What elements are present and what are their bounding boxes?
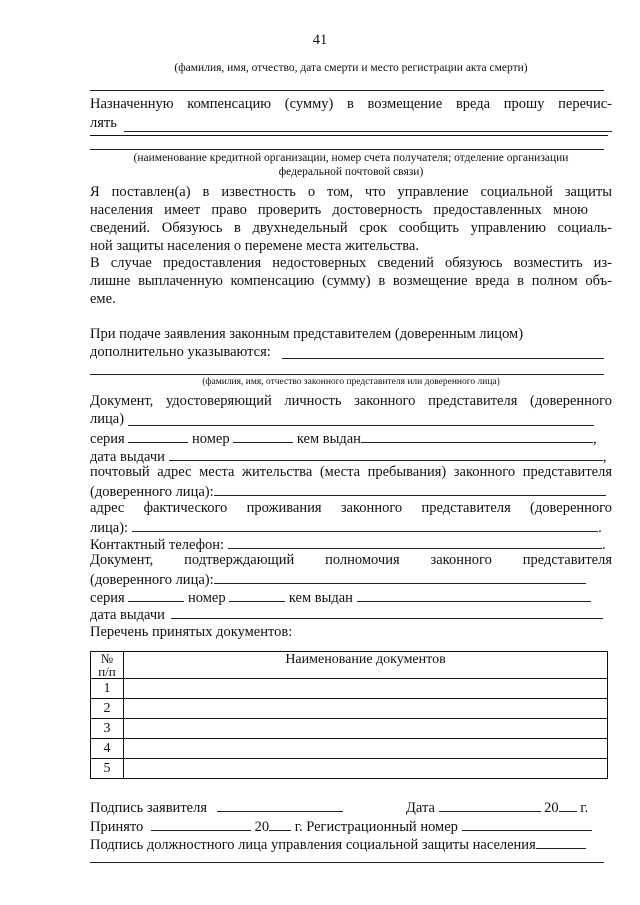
period-text: . bbox=[598, 520, 602, 536]
applicant-signature-row bbox=[90, 797, 343, 818]
document-name-cell[interactable] bbox=[124, 719, 608, 739]
official-signature-row bbox=[90, 834, 586, 855]
row-number: 2 bbox=[91, 699, 124, 719]
actual-line2-text: лица): bbox=[90, 520, 129, 536]
num-header bbox=[91, 652, 124, 679]
document-name-cell[interactable] bbox=[124, 759, 608, 779]
row-number: 3 bbox=[91, 719, 124, 739]
issue-date-field[interactable] bbox=[169, 446, 603, 461]
date-label: Дата bbox=[406, 800, 435, 816]
docs-list-label: Перечень принятых документов: bbox=[90, 624, 293, 640]
bank-field-line-2[interactable] bbox=[90, 149, 604, 150]
caption-bank-line2: федеральной почтовой связи) bbox=[278, 166, 424, 178]
number-field[interactable] bbox=[233, 428, 293, 443]
accepted-label: Принято bbox=[90, 819, 144, 835]
actual-address-field[interactable] bbox=[132, 517, 598, 532]
period-text: . bbox=[602, 537, 606, 553]
paragraph1-line4: ной защиты населения о перемене места жительства. bbox=[90, 238, 419, 254]
caption-deceased: (фамилия, имя, отчество, дата смерти и место регистрации акта смерти) bbox=[174, 62, 528, 74]
paragraph2-line2: лишне выплаченную компенсацию (сумму) в возмещение вреда в полном объ- bbox=[90, 273, 612, 289]
representative-field-line[interactable] bbox=[282, 358, 604, 359]
series-label: серия bbox=[90, 590, 125, 606]
date-row bbox=[406, 797, 588, 818]
applicant-signature-label: Подпись заявителя bbox=[90, 800, 207, 816]
issued-by-label: кем выдан bbox=[296, 431, 361, 447]
date-field[interactable] bbox=[439, 797, 541, 812]
divider-line bbox=[90, 135, 608, 136]
series-field-2[interactable] bbox=[128, 587, 184, 602]
registration-label: г. Регистрационный номер bbox=[294, 819, 458, 835]
divider-line bbox=[90, 90, 604, 91]
issue-date-label: дата выдачи bbox=[90, 607, 165, 623]
phone-field[interactable] bbox=[228, 534, 602, 549]
applicant-signature-field[interactable] bbox=[217, 797, 343, 812]
table-header-row bbox=[91, 652, 608, 679]
accepted-year-field[interactable] bbox=[269, 816, 291, 831]
authority-field[interactable] bbox=[214, 569, 586, 584]
table-row bbox=[91, 759, 608, 779]
authority-line1: Документ, подтверждающий полномочия законного представителя bbox=[90, 552, 612, 568]
year-field[interactable] bbox=[559, 797, 577, 812]
official-signature-field[interactable] bbox=[536, 834, 586, 849]
compensation-text-line1: Назначенную компенсацию (сумму) в возмещение вреда прошу перечис- bbox=[90, 96, 612, 112]
year-prefix: 20 bbox=[544, 800, 559, 816]
doc-id-line1: Документ, удостоверяющий личность законного представителя (доверенного bbox=[90, 393, 612, 409]
compensation-text-line2: лять bbox=[90, 115, 117, 131]
document-name-cell[interactable] bbox=[124, 679, 608, 699]
paragraph2-line3: еме. bbox=[90, 291, 116, 307]
caption-representative: (фамилия, имя, отчество законного представителя или доверенного лица) bbox=[202, 377, 500, 387]
actual-line1: адрес фактического проживания законного представителя (доверенного bbox=[90, 500, 612, 516]
name-header: Наименование документов bbox=[124, 652, 608, 679]
documents-table bbox=[90, 651, 608, 779]
official-signature-label: Подпись должностного лица управления социальной защиты населения bbox=[90, 837, 536, 853]
registration-number-field[interactable] bbox=[462, 816, 592, 831]
series-label: серия bbox=[90, 431, 125, 447]
paragraph2-line1: В случае предоставления недостоверных сведений обязуюсь возместить из- bbox=[90, 255, 612, 271]
representative-line2: дополнительно указываются: bbox=[90, 344, 271, 360]
number-label: номер bbox=[191, 431, 230, 447]
paragraph1-line2: населения имеет право проверить достоверность предоставленных мною bbox=[90, 202, 588, 218]
representative-name-line[interactable] bbox=[90, 374, 604, 375]
official-signature-line[interactable] bbox=[90, 862, 604, 863]
issued-by-label: кем выдан bbox=[288, 590, 353, 606]
doc-id-line2: лица) bbox=[90, 411, 125, 427]
caption-bank-line1: (наименование кредитной организации, номер счета получателя; отделение организации bbox=[133, 152, 569, 164]
issue-date-field-2[interactable] bbox=[171, 604, 603, 619]
comma-text: , bbox=[592, 431, 597, 447]
postal-line1: почтовый адрес места жительства (места пребывания) законного представителя bbox=[90, 464, 612, 480]
table-row bbox=[91, 679, 608, 699]
paragraph1-line3: сведений. Обязуюсь в двухнедельный срок сообщить управлению социаль- bbox=[90, 220, 612, 236]
number-label: номер bbox=[187, 590, 226, 606]
num-header-line2: п/п bbox=[98, 664, 116, 679]
page-number: 41 bbox=[312, 32, 328, 48]
year-suffix: г. bbox=[580, 800, 589, 816]
issue-date-label: дата выдачи bbox=[90, 449, 165, 465]
year-prefix: 20 bbox=[254, 819, 270, 835]
series-field[interactable] bbox=[128, 428, 188, 443]
table-row bbox=[91, 699, 608, 719]
issue-date-row-2 bbox=[90, 604, 612, 625]
doc-id-field[interactable] bbox=[128, 425, 594, 426]
issued-by-field-2[interactable] bbox=[357, 587, 591, 602]
document-name-cell[interactable] bbox=[124, 739, 608, 759]
postal-line2-text: (доверенного лица): bbox=[90, 484, 214, 500]
table-row bbox=[91, 739, 608, 759]
number-field-2[interactable] bbox=[229, 587, 285, 602]
representative-line1: При подаче заявления законным представителем (доверенным лицом) bbox=[90, 326, 524, 342]
paragraph1-line1: Я поставлен(а) в известность о том, что управление социальной защиты bbox=[90, 184, 612, 200]
num-header-line1: № bbox=[100, 651, 114, 666]
table-row bbox=[91, 719, 608, 739]
phone-label: Контактный телефон: bbox=[90, 537, 225, 553]
row-number: 4 bbox=[91, 739, 124, 759]
postal-address-field[interactable] bbox=[214, 481, 606, 496]
row-number: 1 bbox=[91, 679, 124, 699]
document-name-cell[interactable] bbox=[124, 699, 608, 719]
authority-line2-text: (доверенного лица): bbox=[90, 572, 214, 588]
row-number: 5 bbox=[91, 759, 124, 779]
bank-field-line[interactable] bbox=[124, 131, 612, 132]
issued-by-field[interactable] bbox=[361, 428, 593, 443]
accepted-date-field[interactable] bbox=[151, 816, 251, 831]
comma-text: , bbox=[602, 449, 607, 465]
